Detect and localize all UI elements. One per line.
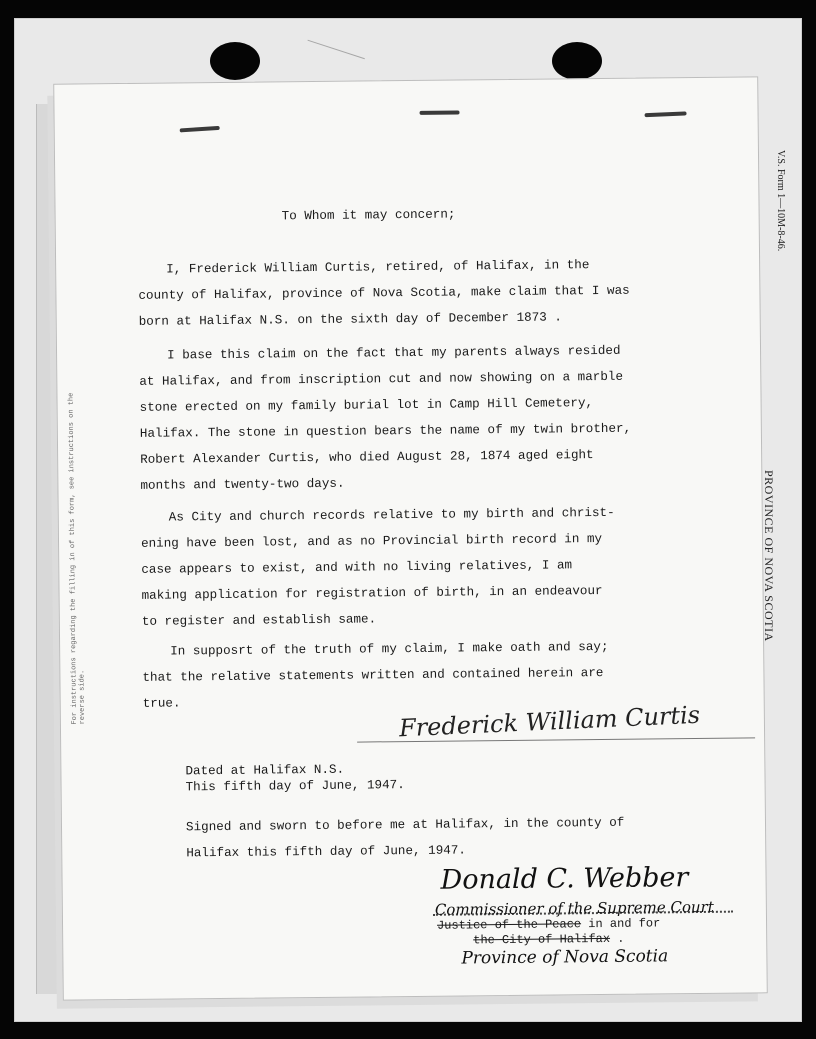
- paragraph-claim: [138, 256, 729, 330]
- text-line: As City and church records relative to my birth and christ-: [168, 505, 615, 525]
- staple: [180, 126, 220, 133]
- text-line: This fifth day of June, 1947.: [185, 778, 405, 795]
- commissioner-title-handwritten: Commissioner of the Supreme Court: [434, 897, 714, 919]
- paragraph-basis: [139, 342, 730, 494]
- text-line: months and twenty-two days.: [140, 476, 345, 493]
- text-line: at Halifax, and from inscription cut and now showing on a marble: [139, 369, 624, 389]
- commissioner-signature: Donald C. Webber: [440, 862, 689, 896]
- form-number-label: V.S. Form 1—10M-8-46.: [775, 150, 786, 252]
- text-line: true.: [142, 696, 181, 711]
- text-line: to register and establish same.: [141, 612, 377, 629]
- text-line: born at Halifax N.S. on the sixth day of December 1873 .: [138, 310, 563, 329]
- punch-hole-right: [552, 42, 602, 80]
- staple: [420, 110, 460, 114]
- instructions-note: For instructions regarding the filling in of this form, see instructions on the reverse side.: [67, 392, 87, 725]
- text-line: ening have been lost, and as no Provincial birth record in my: [140, 531, 603, 551]
- province-handwritten: Province of Nova Scotia: [461, 946, 669, 969]
- text-line: Halifax this fifth day of June, 1947.: [186, 843, 466, 861]
- text-line: stone erected on my family burial lot in Camp Hill Cemetery,: [139, 396, 594, 415]
- text-line: county of Halifax, province of Nova Scotia, make claim that I was: [138, 283, 630, 303]
- struck-text: the City of Halifax: [473, 931, 611, 948]
- punch-hole-left: [210, 42, 260, 80]
- dated-block: [185, 761, 404, 795]
- text-line: Dated at Halifax N.S.: [185, 762, 345, 779]
- text-line: In supposrt of the truth of my claim, I make oath and say;: [170, 639, 609, 659]
- typed-title: [437, 916, 660, 933]
- text-line: that the relative statements written and contained herein are: [142, 665, 604, 685]
- claimant-signature: Frederick William Curtis: [398, 700, 701, 743]
- salutation: To Whom it may concern;: [281, 207, 456, 224]
- text-line: I base this claim on the fact that my parents always resided: [166, 343, 621, 363]
- paragraph-records: [141, 504, 732, 630]
- text-line: Halifax. The stone in question bears the name of my twin brother,: [139, 421, 632, 441]
- text-line: I, Frederick William Curtis, retired, of Halifax, in the: [166, 258, 590, 277]
- text-line: Robert Alexander Curtis, who died August 28, 1874 aged eight: [140, 448, 594, 467]
- sworn-block: [186, 815, 625, 862]
- typed-city: [473, 932, 624, 949]
- paragraph-oath: [142, 638, 733, 712]
- struck-text: Justice of the Peace: [436, 917, 582, 933]
- typed-text: .: [609, 931, 625, 946]
- text-line: Signed and sworn to before me at Halifax, in the county of: [185, 815, 625, 835]
- staple: [645, 111, 687, 117]
- affidavit-sheet: [53, 76, 768, 1000]
- province-label: PROVINCE OF NOVA SCOTIA: [762, 470, 776, 642]
- text-line: case appears to exist, and with no living relatives, I am: [141, 558, 573, 577]
- text-line: making application for registration of birth, in an endeavour: [141, 583, 603, 603]
- typed-text: in and for: [581, 916, 661, 932]
